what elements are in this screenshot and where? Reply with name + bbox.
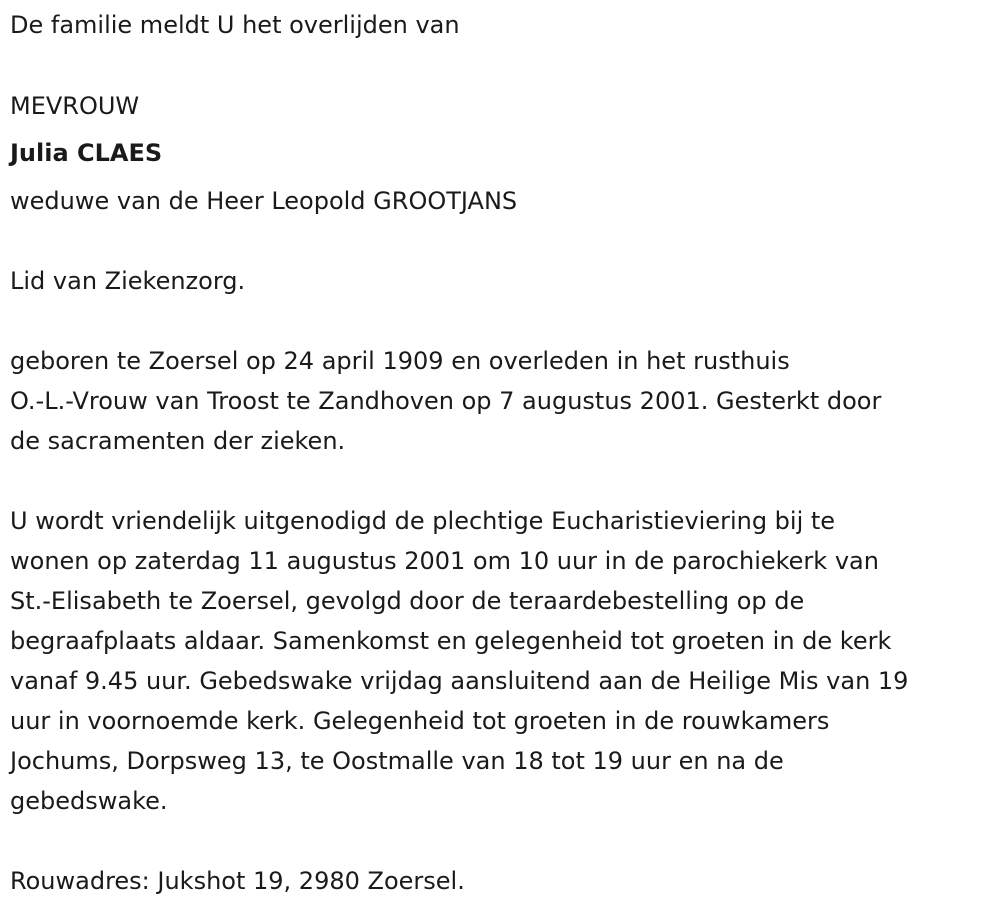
ceremony-line: begraafplaats aldaar. Samenkomst en gelegenheid tot groeten in de kerk bbox=[10, 627, 892, 655]
honorific: MEVROUW bbox=[10, 92, 140, 120]
ceremony-line: wonen op zaterdag 11 augustus 2001 om 10 uur in de parochiekerk van bbox=[10, 547, 879, 575]
membership-text: Lid van Ziekenzorg. bbox=[10, 267, 246, 295]
ceremony-line: uur in voornoemde kerk. Gelegenheid tot groeten in de rouwkamers bbox=[10, 707, 830, 735]
bio-line: de sacramenten der zieken. bbox=[10, 427, 346, 455]
intro-text: De familie meldt U het overlijden van bbox=[10, 11, 460, 39]
ceremony-line: U wordt vriendelijk uitgenodigd de plechtige Eucharistieviering bij te bbox=[10, 507, 836, 535]
bio-line: O.-L.-Vrouw van Troost te Zandhoven op 7 augustus 2001. Gesterkt door bbox=[10, 387, 882, 415]
ceremony-line: vanaf 9.45 uur. Gebedswake vrijdag aansluitend aan de Heilige Mis van 19 bbox=[10, 667, 909, 695]
ceremony-line: gebedswake. bbox=[10, 787, 168, 815]
deceased-name: Julia CLAES bbox=[10, 139, 163, 167]
spouse-text: weduwe van de Heer Leopold GROOTJANS bbox=[10, 187, 518, 215]
bio-line: geboren te Zoersel op 24 april 1909 en overleden in het rusthuis bbox=[10, 347, 790, 375]
mourning-address: Rouwadres: Jukshot 19, 2980 Zoersel. bbox=[10, 867, 465, 895]
ceremony-line: St.-Elisabeth te Zoersel, gevolgd door de teraardebestelling op de bbox=[10, 587, 805, 615]
ceremony-line: Jochums, Dorpsweg 13, te Oostmalle van 18 tot 19 uur en na de bbox=[10, 747, 784, 775]
